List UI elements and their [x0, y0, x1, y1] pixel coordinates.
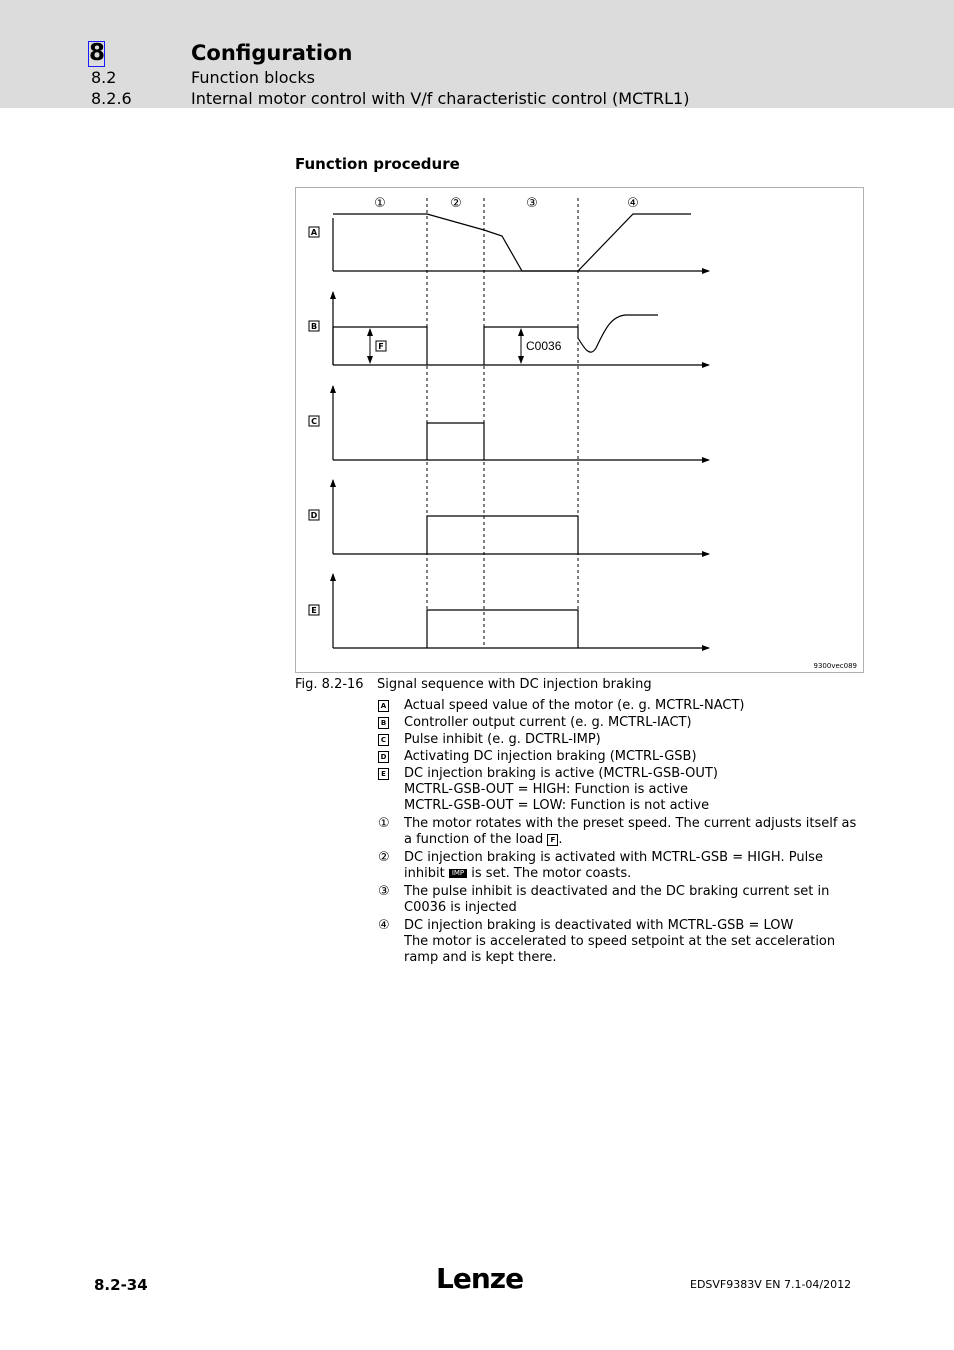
row-d-gsb — [309, 480, 709, 554]
legend-item — [378, 715, 858, 731]
row-label-b: B — [310, 322, 318, 331]
step-item — [378, 850, 858, 882]
phase-marker-1: ① — [374, 196, 386, 211]
step-item — [378, 884, 858, 916]
legend-text: Controller output current (e. g. MCTRL-IACT) — [404, 715, 692, 730]
phase-marker-2: ② — [450, 196, 462, 211]
page-number: 8.2-34 — [94, 1276, 148, 1294]
row-label-c: C — [311, 417, 317, 426]
section-number: 8.2 — [91, 68, 117, 87]
load-label: F — [378, 342, 384, 351]
chapter-title: Configuration — [191, 41, 353, 65]
legend-text: DC injection braking is active (MCTRL-GSB-OUT) — [404, 766, 718, 781]
phase-marker-3: ③ — [526, 196, 538, 211]
step-item — [378, 918, 858, 966]
current-setpoint-label: C0036 — [526, 339, 562, 353]
legend-key: A — [378, 700, 389, 712]
legend-item — [378, 749, 858, 765]
step-text: DC injection braking is activated with MCTRL-GSB = HIGH. Pulse inhibit — [404, 850, 823, 881]
legend-item — [378, 698, 858, 714]
legend-text: Pulse inhibit (e. g. DCTRL-IMP) — [404, 732, 601, 747]
step-text-end: . — [558, 832, 563, 847]
step-text: The motor rotates with the preset speed. The current adjusts itself as a function of the load — [404, 816, 857, 847]
image-code: 9300vec089 — [813, 662, 857, 670]
legend-item — [378, 732, 858, 748]
subsection-number: 8.2.6 — [91, 89, 132, 108]
legend-text: MCTRL-GSB-OUT = LOW: Function is not active — [404, 798, 710, 813]
row-label-a: A — [310, 228, 318, 237]
step-marker: ① — [378, 816, 390, 831]
legend-key: B — [378, 717, 389, 729]
legend-text: Activating DC injection braking (MCTRL-GSB) — [404, 749, 697, 764]
section-title: Function blocks — [191, 68, 315, 87]
phase-marker-4: ④ — [627, 196, 639, 211]
section-heading: Function procedure — [295, 155, 460, 173]
step-text: DC injection braking is deactivated with MCTRL-GSB = LOW — [404, 918, 794, 933]
row-b-current — [309, 292, 709, 365]
step-item — [378, 816, 858, 848]
legend-key: D — [378, 751, 389, 763]
legend-key: C — [378, 734, 389, 746]
row-label-e: E — [311, 606, 317, 615]
page-header — [0, 0, 954, 108]
chapter-number: 8 — [89, 40, 106, 66]
row-e-gsb-out — [309, 574, 709, 648]
figure-number: Fig. 8.2-16 — [295, 677, 364, 692]
legend-text: MCTRL-GSB-OUT = HIGH: Function is active — [404, 782, 689, 797]
step-marker: ② — [378, 850, 390, 865]
subsection-title: Internal motor control with V/f characteristic control (MCTRL1) — [191, 89, 690, 108]
imp-badge: IMP — [449, 869, 467, 878]
row-c-pulse-inhibit — [309, 386, 709, 460]
signal-diagram — [295, 187, 864, 673]
step-text: The pulse inhibit is deactivated and the DC braking current set in C0036 is injected — [404, 884, 830, 915]
load-box: F — [547, 834, 558, 846]
legend-item — [378, 766, 858, 814]
figure-legend — [378, 698, 858, 967]
figure-caption: Signal sequence with DC injection braking — [377, 677, 652, 692]
signal-diagram-svg — [296, 188, 865, 674]
legend-text: Actual speed value of the motor (e. g. MCTRL-NACT) — [404, 698, 745, 713]
brand-logo: Lenze — [436, 1262, 524, 1295]
step-text-end: is set. The motor coasts. — [471, 866, 632, 881]
legend-key: E — [378, 768, 389, 780]
step-marker: ④ — [378, 918, 390, 933]
row-label-d: D — [310, 511, 318, 520]
document-id: EDSVF9383V EN 7.1-04/2012 — [690, 1278, 852, 1291]
row-a-speed — [309, 214, 709, 271]
step-text-extra: The motor is accelerated to speed setpoint at the set acceleration ramp and is kept there. — [404, 934, 836, 965]
step-marker: ③ — [378, 884, 390, 899]
